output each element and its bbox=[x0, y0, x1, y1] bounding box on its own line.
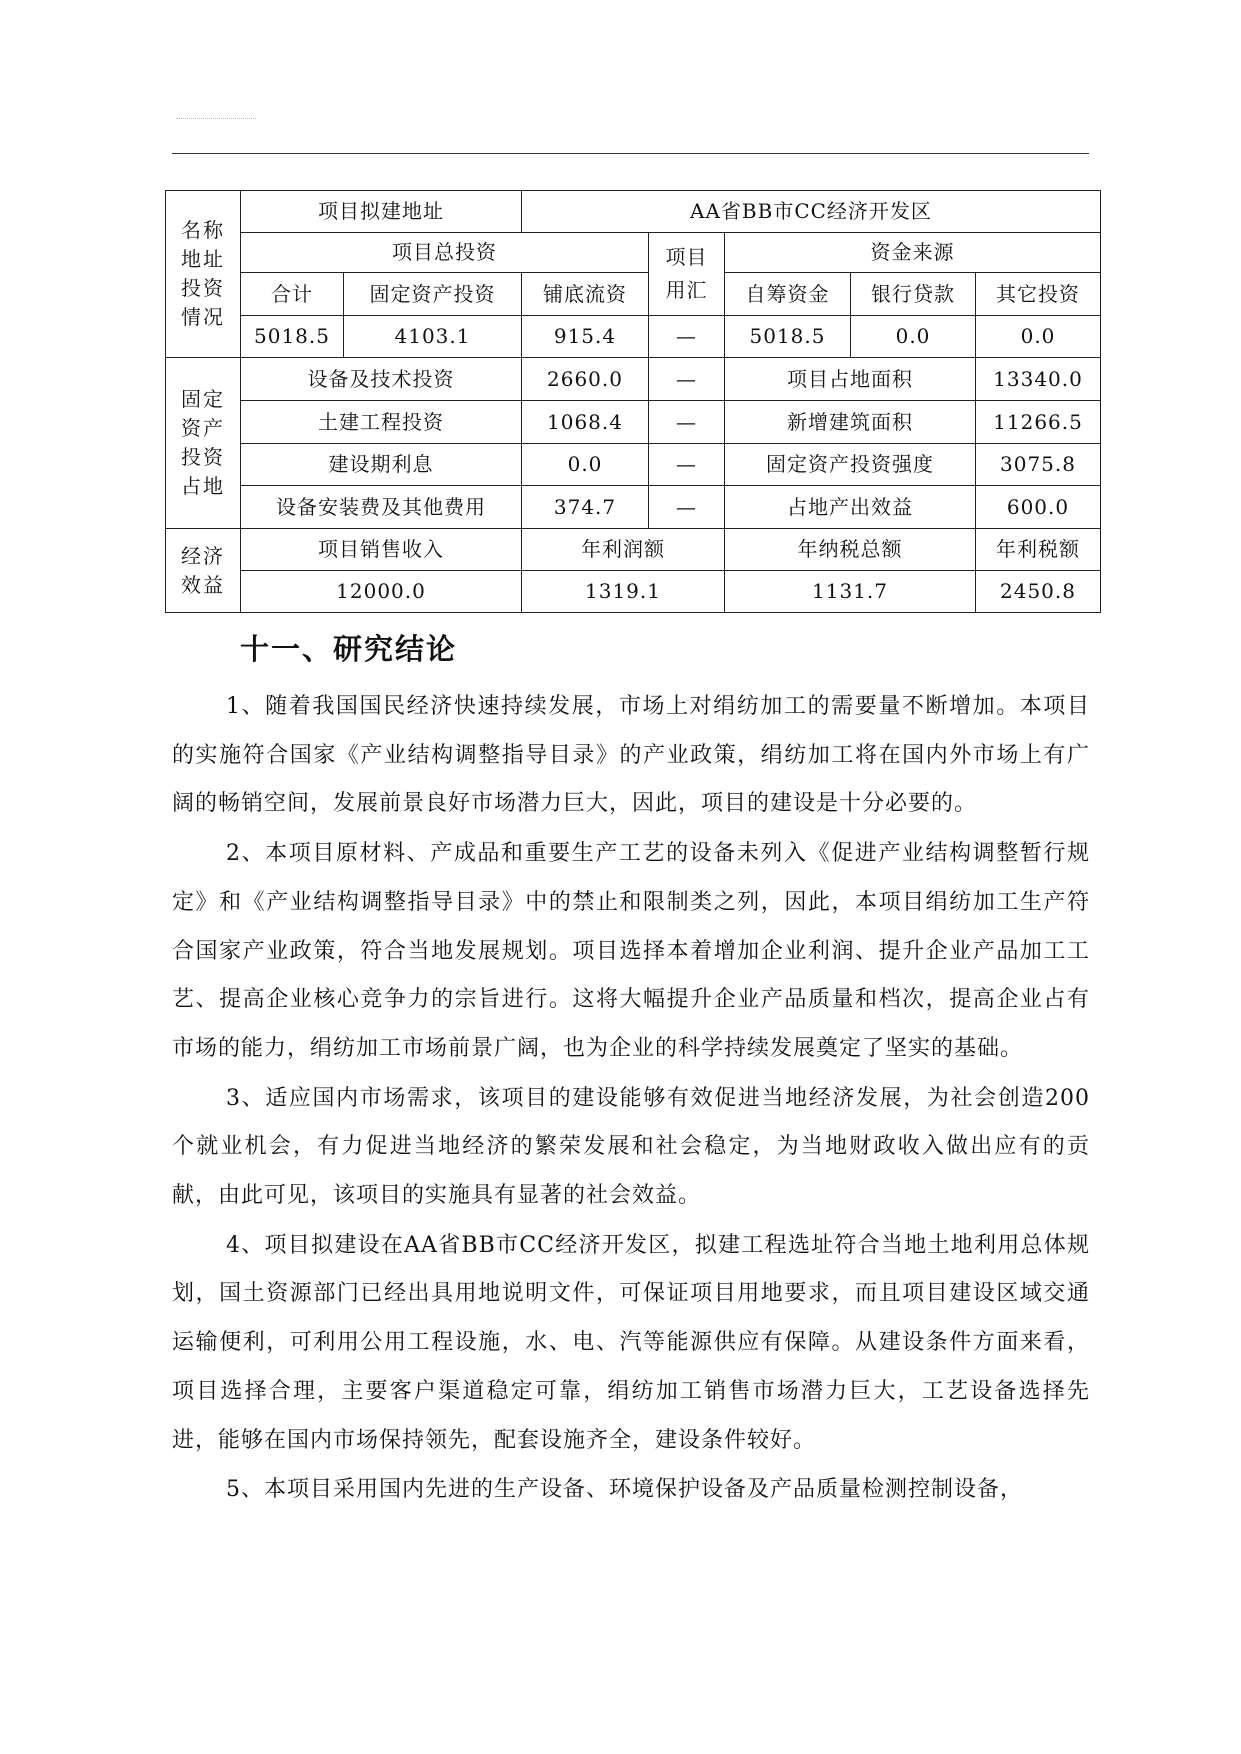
fixed-asset-value: 4103.1 bbox=[344, 316, 522, 358]
fixed-row-dash: — bbox=[649, 358, 725, 401]
section-title: 十一、研究结论 bbox=[240, 632, 458, 666]
sales-revenue-label: 项目销售收入 bbox=[241, 529, 522, 571]
paragraph: 4、项目拟建设在AA省BB市CC经济开发区，拟建工程选址符合当地土地利用总体规划，国土资源部门已经出具用地说明文件，可保证项目用地要求，而且项目建设区域交通运输便利，可利用公用工程设施，水、电、汽等能源供应有保障。从建设条件方面来看，项目选择合理，主要客户渠道稳定可靠，绢纺加工销售市场潜力巨大，工艺设备选择先进，能够在国内市场保持领先，配套设施齐全，建设条件较好。 bbox=[172, 1232, 1090, 1453]
annual-tax-label: 年纳税总额 bbox=[725, 529, 976, 571]
fixed-row-label: 建设期利息 bbox=[241, 444, 522, 486]
annual-profit-value: 1319.1 bbox=[522, 571, 725, 613]
paragraph: 5、本项目采用国内先进的生产设备、环境保护设备及产品质量检测控制设备， bbox=[226, 1477, 1023, 1503]
fixed-row-value2: 11266.5 bbox=[976, 401, 1101, 444]
fixed-row-label2: 新增建筑面积 bbox=[725, 401, 976, 444]
fixed-row-value: 374.7 bbox=[522, 486, 649, 529]
annual-profit-tax-label: 年利税额 bbox=[976, 529, 1101, 571]
fixed-row-value: 0.0 bbox=[522, 444, 649, 486]
table-row bbox=[166, 444, 1101, 486]
paragraph: 2、本项目原材料、产成品和重要生产工艺的设备未列入《促进产业结构调整暂行规定》和《产业结构调整指导目录》中的禁止和限制类之列，因此，本项目绢纺加工生产符合国家产业政策，符合当地发展规划。项目选择本着增加企业利润、提升企业产品加工工艺、提高企业核心竞争力的宗旨进行。这将大幅提升企业产品质量和档次，提高企业占有市场的能力，绢纺加工市场前景广阔，也为企业的科学持续发展奠定了坚实的基础。 bbox=[172, 841, 1090, 1061]
table-row bbox=[166, 529, 1101, 571]
fixed-row-value: 2660.0 bbox=[522, 358, 649, 401]
foreign-exchange-label: 项目 用汇 bbox=[649, 233, 725, 316]
fixed-row-dash: — bbox=[649, 486, 725, 529]
group-economic: 经济 效益 bbox=[166, 529, 241, 613]
total-investment-label: 项目总投资 bbox=[241, 233, 649, 273]
annual-profit-tax-value: 2450.8 bbox=[976, 571, 1101, 613]
fixed-row-label: 设备及技术投资 bbox=[241, 358, 522, 401]
fixed-row-label: 设备安装费及其他费用 bbox=[241, 486, 522, 529]
table-row bbox=[166, 316, 1101, 358]
table-row bbox=[166, 358, 1101, 401]
fixed-row-label: 土建工程投资 bbox=[241, 401, 522, 444]
working-capital-value: 915.4 bbox=[522, 316, 649, 358]
table-row bbox=[166, 191, 1101, 233]
fixed-row-dash: — bbox=[649, 401, 725, 444]
annual-tax-value: 1131.7 bbox=[725, 571, 976, 613]
fixed-row-label2: 项目占地面积 bbox=[725, 358, 976, 401]
project-info-table bbox=[165, 190, 1101, 613]
total-value: 5018.5 bbox=[241, 316, 344, 358]
table-row bbox=[166, 273, 1101, 316]
table-row bbox=[166, 486, 1101, 529]
table-row bbox=[166, 233, 1101, 273]
fixed-row-value: 1068.4 bbox=[522, 401, 649, 444]
fund-source-label: 资金来源 bbox=[725, 233, 1101, 273]
fixed-row-value2: 13340.0 bbox=[976, 358, 1101, 401]
bank-loan-label: 银行贷款 bbox=[851, 273, 976, 316]
self-raised-label: 自筹资金 bbox=[725, 273, 851, 316]
working-capital-label: 铺底流资 bbox=[522, 273, 649, 316]
fixed-row-label2: 占地产出效益 bbox=[725, 486, 976, 529]
group-fixed-assets: 固定 资产 投资 占地 bbox=[166, 358, 241, 529]
fixed-row-value2: 3075.8 bbox=[976, 444, 1101, 486]
fixed-row-value2: 600.0 bbox=[976, 486, 1101, 529]
foreign-exchange-value: — bbox=[649, 316, 725, 358]
other-investment-value: 0.0 bbox=[976, 316, 1101, 358]
fixed-asset-label: 固定资产投资 bbox=[344, 273, 522, 316]
paragraph: 1、随着我国国民经济快速持续发展，市场上对绢纺加工的需要量不断增加。本项目的实施符合国家《产业结构调整指导目录》的产业政策，绢纺加工将在国内外市场上有广阔的畅销空间，发展前景良好市场潜力巨大，因此，项目的建设是十分必要的。 bbox=[172, 694, 1090, 817]
group-name-address: 名称 地址 投资 情况 bbox=[166, 191, 241, 358]
bank-loan-value: 0.0 bbox=[851, 316, 976, 358]
sales-revenue-value: 12000.0 bbox=[241, 571, 522, 613]
header-faint-text bbox=[176, 118, 256, 121]
conclusion-body bbox=[172, 683, 1090, 1515]
table-row bbox=[166, 401, 1101, 444]
header-rule bbox=[172, 153, 1089, 154]
annual-profit-label: 年利润额 bbox=[522, 529, 725, 571]
self-raised-value: 5018.5 bbox=[725, 316, 851, 358]
project-address-value: AA省BB市CC经济开发区 bbox=[522, 191, 1101, 233]
total-label: 合计 bbox=[241, 273, 344, 316]
paragraph: 3、适应国内市场需求，该项目的建设能够有效促进当地经济发展，为社会创造200个就业机会，有力促进当地经济的繁荣发展和社会稳定，为当地财政收入做出应有的贡献，由此可见，该项目的实施具有显著的社会效益。 bbox=[172, 1085, 1090, 1209]
other-investment-label: 其它投资 bbox=[976, 273, 1101, 316]
table-row bbox=[166, 571, 1101, 613]
fixed-row-label2: 固定资产投资强度 bbox=[725, 444, 976, 486]
project-address-label: 项目拟建地址 bbox=[241, 191, 522, 233]
fixed-row-dash: — bbox=[649, 444, 725, 486]
